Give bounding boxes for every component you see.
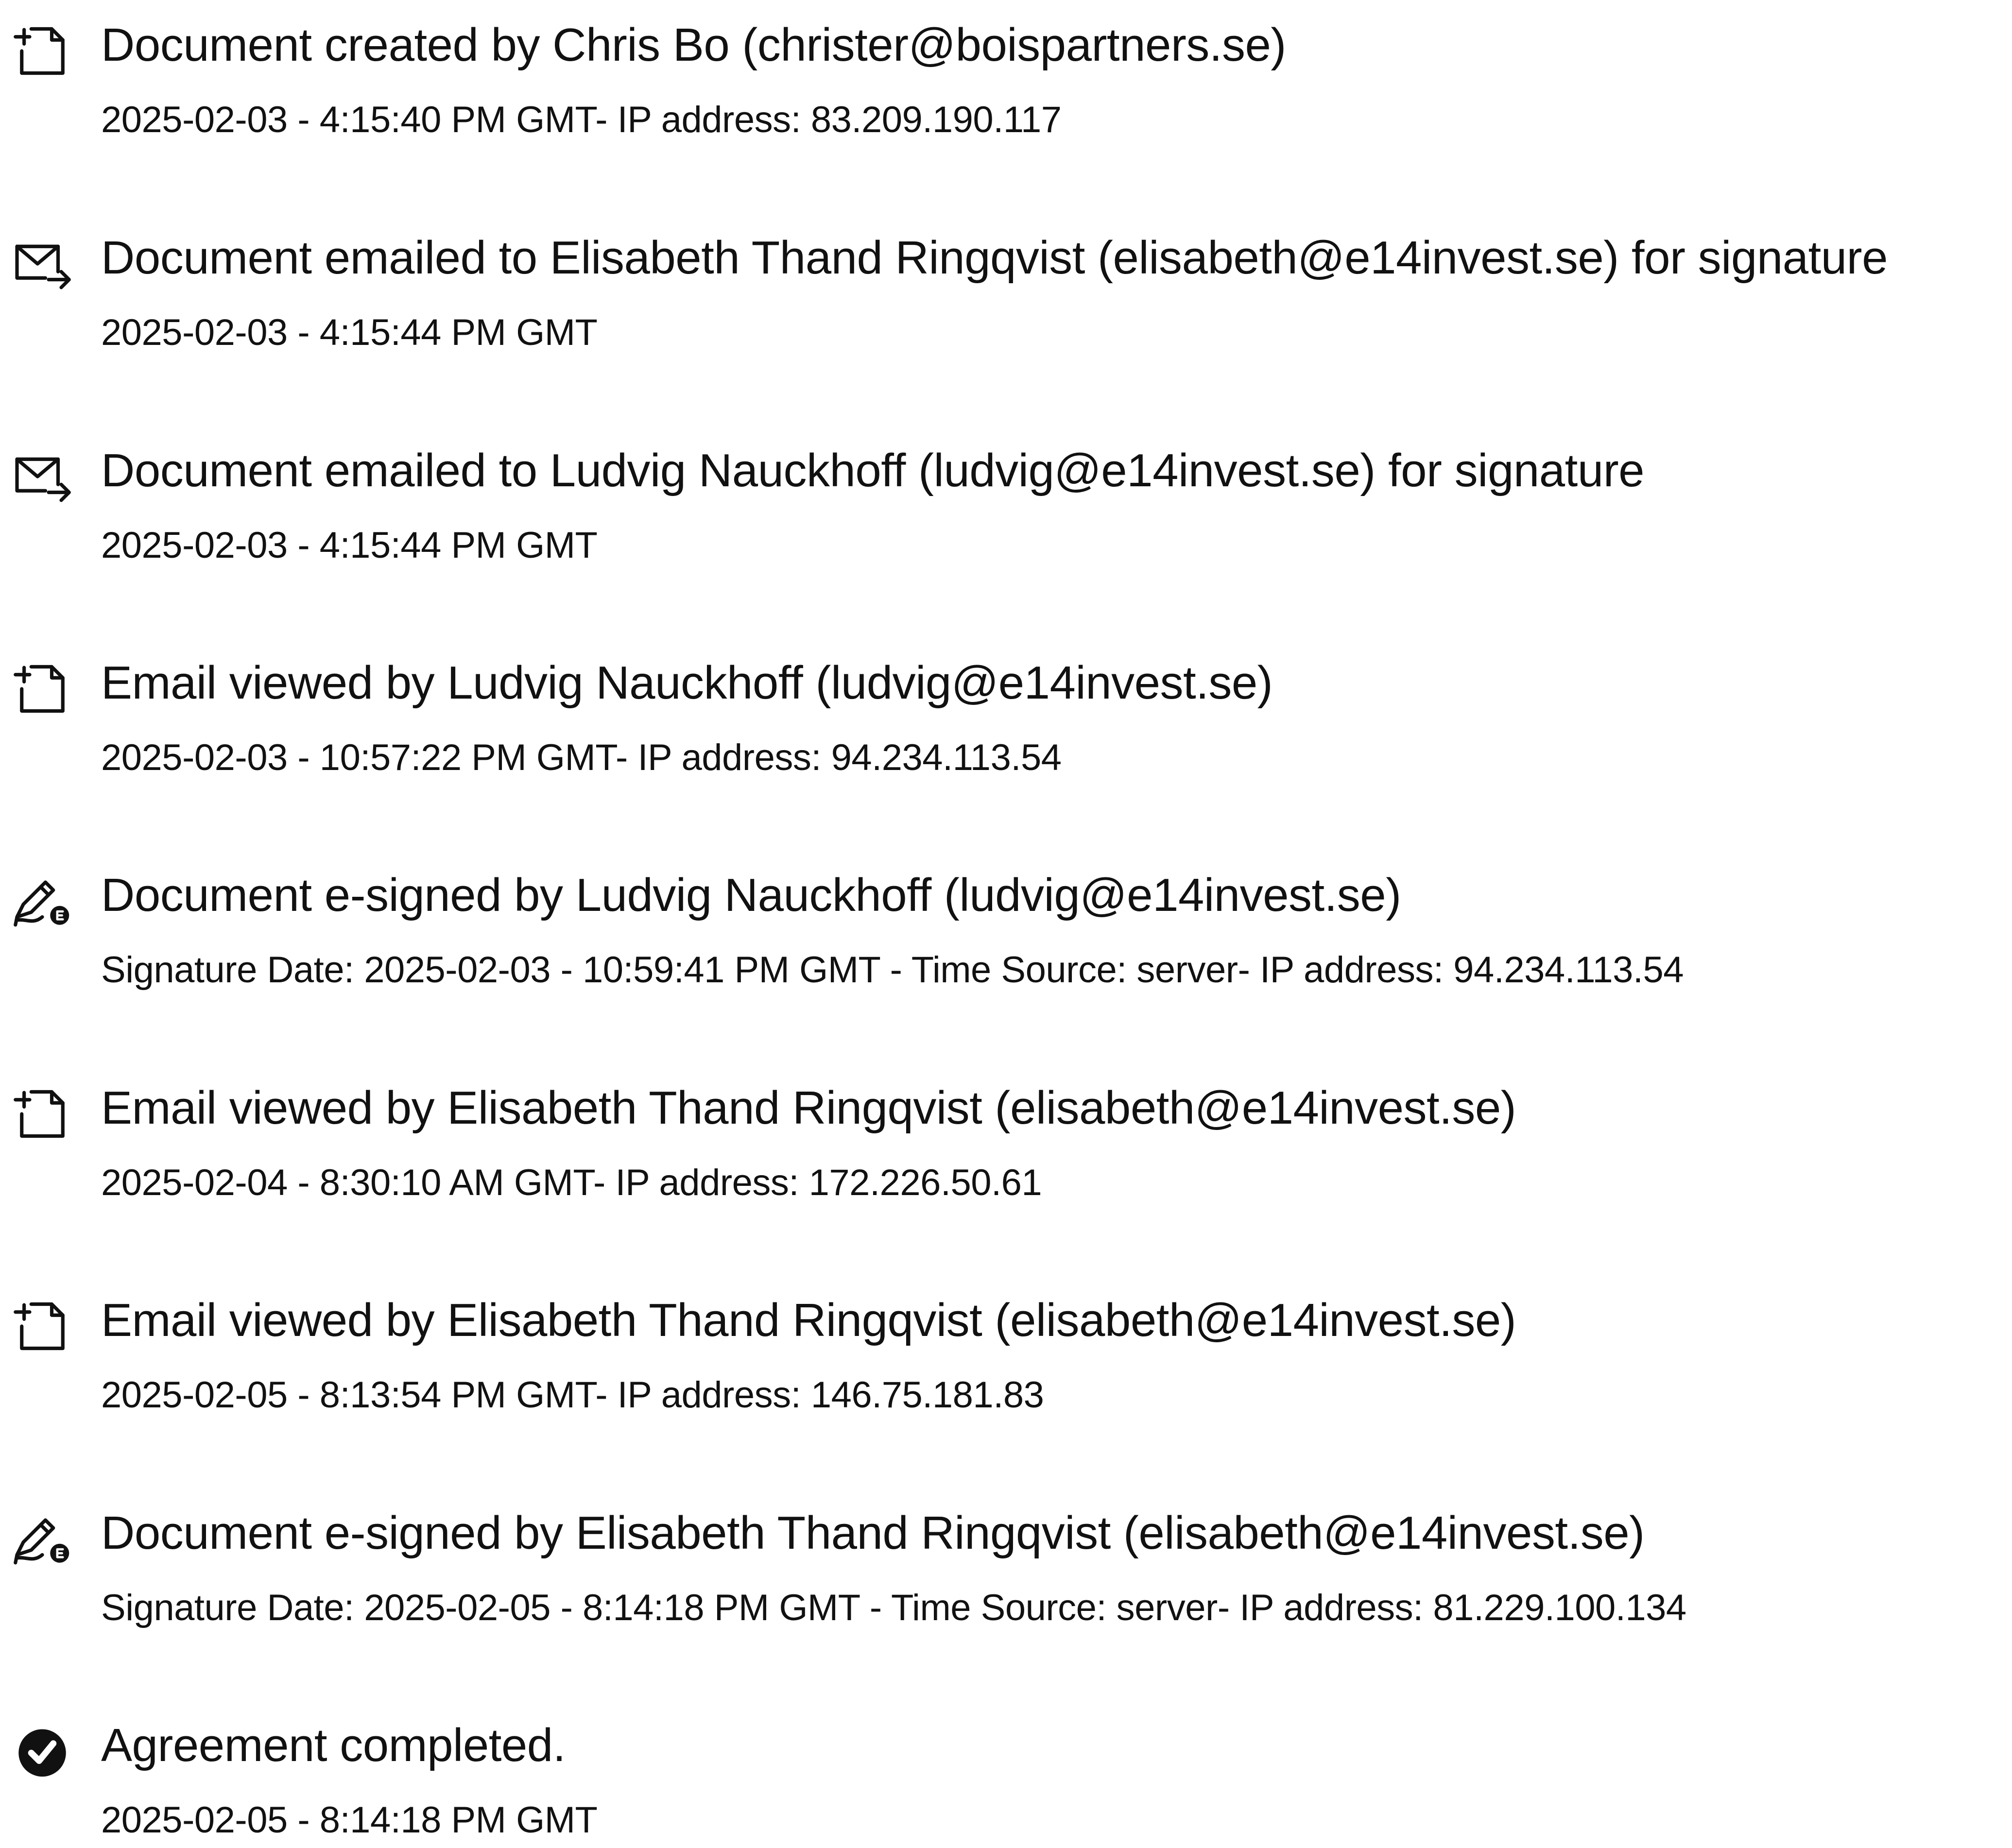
event-detail: 2025-02-03 - 4:15:40 PM GMT- IP address: 83.209.190.117 — [101, 99, 1062, 140]
document-icon — [11, 1082, 74, 1146]
audit-event-email-viewed — [0, 1275, 2012, 1421]
audit-event-document-signed — [0, 850, 2012, 996]
event-detail: 2025-02-05 - 8:14:18 PM GMT — [101, 1799, 598, 1841]
pen-sign-icon — [11, 870, 74, 933]
event-detail: 2025-02-04 - 8:30:10 AM GMT- IP address: 172.226.50.61 — [101, 1162, 1042, 1203]
audit-event-email-viewed — [0, 1063, 2012, 1209]
event-detail: 2025-02-03 - 4:15:44 PM GMT — [101, 525, 598, 566]
event-detail: 2025-02-05 - 8:13:54 PM GMT- IP address: 146.75.181.83 — [101, 1374, 1044, 1416]
event-title: Document emailed to Elisabeth Thand Ringqvist (elisabeth@e14invest.se) for signature — [101, 232, 1888, 284]
email-send-icon — [11, 445, 74, 508]
check-circle-icon — [11, 1720, 74, 1783]
event-title: Email viewed by Elisabeth Thand Ringqvist (elisabeth@e14invest.se) — [101, 1082, 1516, 1134]
audit-event-email-sent — [0, 426, 2012, 571]
event-title: Document emailed to Ludvig Nauckhoff (ludvig@e14invest.se) for signature — [101, 445, 1645, 496]
event-title: Email viewed by Elisabeth Thand Ringqvist (elisabeth@e14invest.se) — [101, 1294, 1516, 1346]
document-icon — [11, 19, 74, 83]
event-title: Document e-signed by Ludvig Nauckhoff (ludvig@e14invest.se) — [101, 869, 1401, 921]
pen-sign-icon — [11, 1507, 74, 1571]
event-title: Document e-signed by Elisabeth Thand Ringqvist (elisabeth@e14invest.se) — [101, 1507, 1645, 1559]
document-icon — [11, 657, 74, 720]
event-detail: 2025-02-03 - 4:15:44 PM GMT — [101, 312, 598, 353]
audit-event-document-signed — [0, 1488, 2012, 1634]
event-title: Document created by Chris Bo (christer@boispartners.se) — [101, 19, 1286, 71]
event-detail: Signature Date: 2025-02-03 - 10:59:41 PM GMT - Time Source: server- IP address: 94.234.113.54 — [101, 949, 1684, 991]
email-send-icon — [11, 232, 74, 295]
audit-event-document-created — [0, 0, 2012, 146]
audit-event-email-sent — [0, 213, 2012, 359]
audit-event-agreement-completed — [0, 1700, 2012, 1846]
audit-event-email-viewed — [0, 638, 2012, 784]
document-icon — [11, 1295, 74, 1358]
event-detail: Signature Date: 2025-02-05 - 8:14:18 PM GMT - Time Source: server- IP address: 81.229.100.134 — [101, 1587, 1686, 1628]
event-title: Agreement completed. — [101, 1719, 566, 1771]
event-title: Email viewed by Ludvig Nauckhoff (ludvig@e14invest.se) — [101, 657, 1273, 709]
event-detail: 2025-02-03 - 10:57:22 PM GMT- IP address: 94.234.113.54 — [101, 737, 1062, 778]
